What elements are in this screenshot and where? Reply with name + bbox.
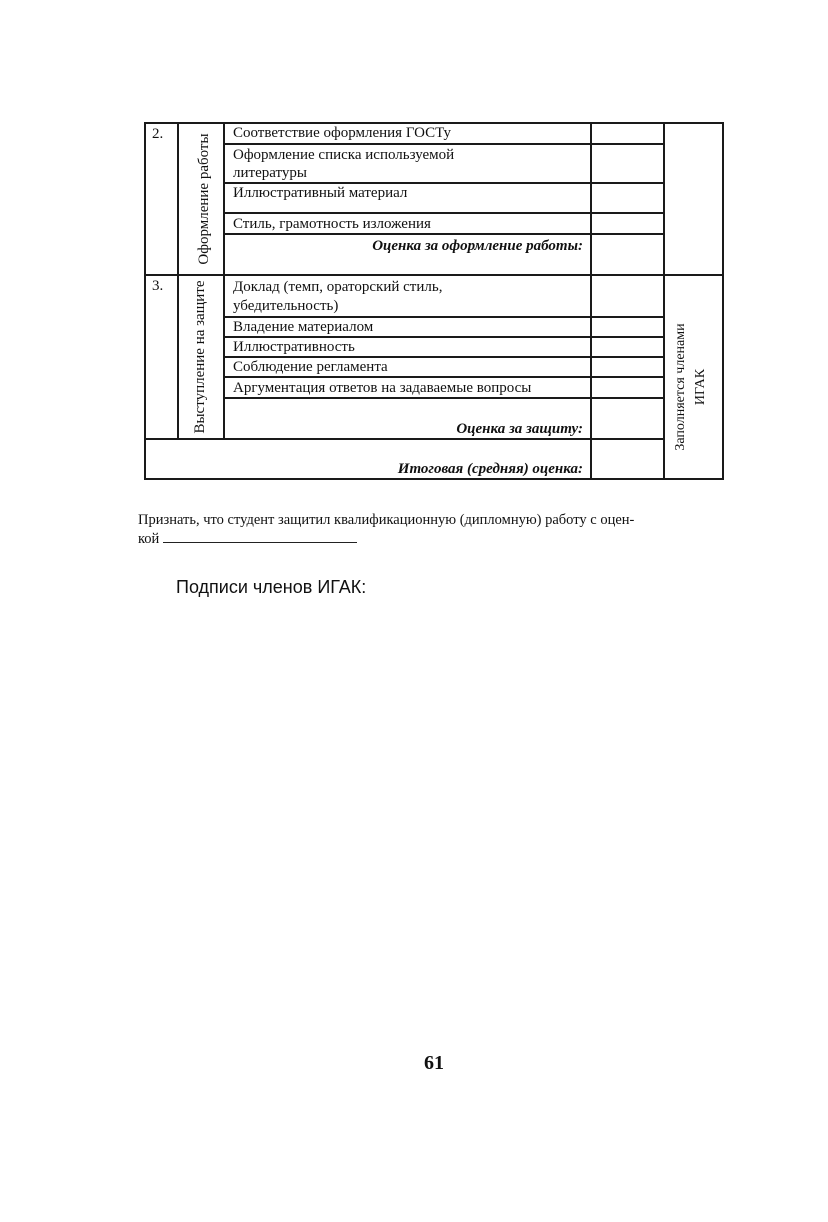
row-divider xyxy=(225,212,663,214)
page-number: 61 xyxy=(424,1052,444,1074)
table-border xyxy=(144,438,664,440)
table-border xyxy=(223,122,225,439)
table-border xyxy=(144,274,724,276)
signatures-heading: Подписи членов ИГАК: xyxy=(176,577,367,597)
criterion-label: Иллюстративность xyxy=(233,339,355,355)
section-number: 3. xyxy=(152,278,164,294)
table-border xyxy=(663,122,665,479)
side-note-line: ИГАК xyxy=(693,368,708,406)
criterion-label: Владение материалом xyxy=(233,319,374,335)
subtotal-label: Оценка за защиту: xyxy=(456,421,583,437)
paragraph-line-2 xyxy=(138,530,726,549)
subtotal-label: Оценка за оформление работы: xyxy=(372,238,583,254)
table-border xyxy=(722,122,724,479)
row-divider xyxy=(225,376,663,378)
row-divider xyxy=(225,397,663,399)
criterion-label: Оформление списка используемой xyxy=(233,147,455,163)
table-border xyxy=(144,478,724,480)
row-divider xyxy=(225,233,663,235)
paragraph-line: Признать, что студент защитил квалификационную (дипломную) работу с оцен- xyxy=(138,512,635,528)
section-vertical-label: Оформление работы xyxy=(196,133,212,265)
total-label: Итоговая (средняя) оценка: xyxy=(397,461,583,477)
table-border xyxy=(177,122,179,439)
side-note-line: Заполняется членами xyxy=(673,323,688,451)
paragraph-line: кой xyxy=(138,531,160,547)
criterion-label: литературы xyxy=(233,165,307,181)
criterion-label: Соответствие оформления ГОСТу xyxy=(233,125,452,141)
criterion-label: Стиль, грамотность изложения xyxy=(233,216,431,232)
table-border xyxy=(590,122,592,479)
criterion-label: Аргументация ответов на задаваемые вопросы xyxy=(233,380,532,396)
criterion-label: Иллюстративный материал xyxy=(233,185,408,201)
section-number: 2. xyxy=(152,126,164,142)
criterion-label: Соблюдение регламента xyxy=(233,359,388,375)
row-divider xyxy=(225,143,663,145)
grade-blank-field[interactable] xyxy=(163,530,357,543)
side-note xyxy=(671,304,711,470)
table-border xyxy=(144,122,146,479)
section-vertical-label: Выступление на защите xyxy=(192,280,208,434)
criterion-label: убедительность) xyxy=(233,298,339,314)
criterion-label: Доклад (темп, ораторский стиль, xyxy=(233,279,443,295)
decision-paragraph xyxy=(138,511,726,549)
